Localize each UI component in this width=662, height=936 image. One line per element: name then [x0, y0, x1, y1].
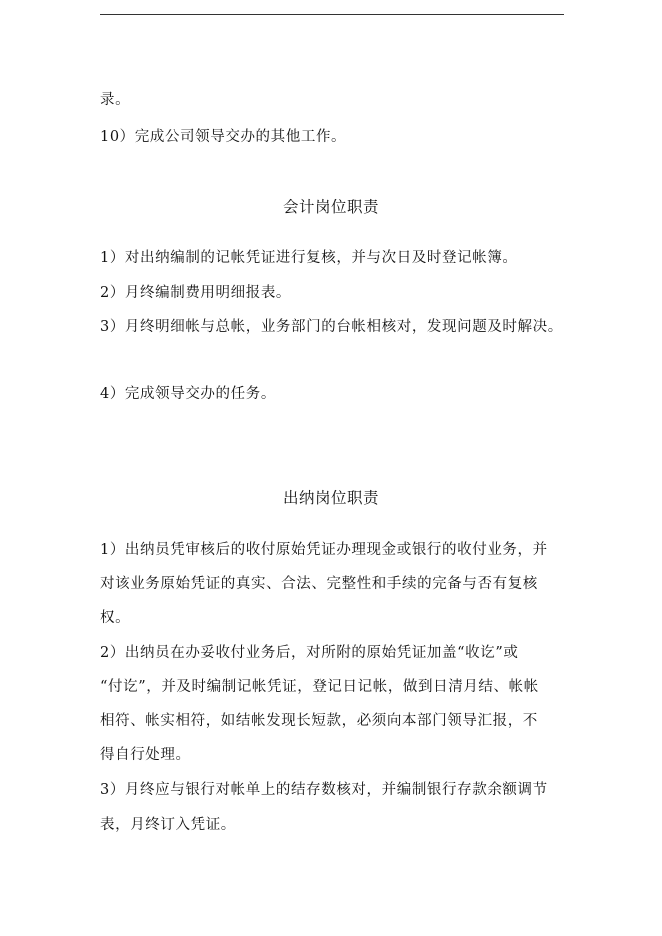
- cashier-item-1-line-3: 权。: [100, 610, 131, 626]
- cashier-item-3-line-2: 表，月终订入凭证。: [100, 817, 236, 833]
- header-rule: [100, 14, 564, 15]
- cashier-item-2-line-4: 得自行处理。: [100, 747, 191, 763]
- cashier-item-2-line-3: 相符、帐实相符，如结帐发现长短款，必须向本部门领导汇报，不: [100, 713, 538, 729]
- accounting-item-3: 3）月终明细帐与总帐，业务部门的台帐相核对，发现问题及时解决。: [100, 319, 563, 335]
- list-item-10: 10）完成公司领导交办的其他工作。: [100, 129, 347, 145]
- cashier-item-1-line-2: 对该业务原始凭证的真实、合法、完整性和手续的完备与否有复核: [100, 576, 538, 592]
- cashier-item-2-line-2: “付讫”，并及时编制记帐凭证，登记日记帐，做到日清月结、帐帐: [100, 679, 539, 695]
- cashier-heading: 出纳岗位职责: [282, 489, 379, 507]
- accounting-heading: 会计岗位职责: [282, 198, 379, 216]
- cashier-item-1-line-1: 1）出纳员凭审核后的收付原始凭证办理现金或银行的收付业务，并: [100, 542, 548, 558]
- accounting-item-4: 4）完成领导交办的任务。: [100, 386, 276, 402]
- accounting-item-1: 1）对出纳编制的记帐凭证进行复核，并与次日及时登记帐簿。: [100, 250, 518, 266]
- accounting-item-2: 2）月终编制费用明细报表。: [100, 285, 292, 301]
- continuation-line: 录。: [100, 92, 131, 108]
- cashier-item-2-line-1: 2）出纳员在办妥收付业务后，对所附的原始凭证加盖“收讫”或: [100, 645, 519, 661]
- cashier-item-3-line-1: 3）月终应与银行对帐单上的结存数核对，并编制银行存款余额调节: [100, 782, 548, 798]
